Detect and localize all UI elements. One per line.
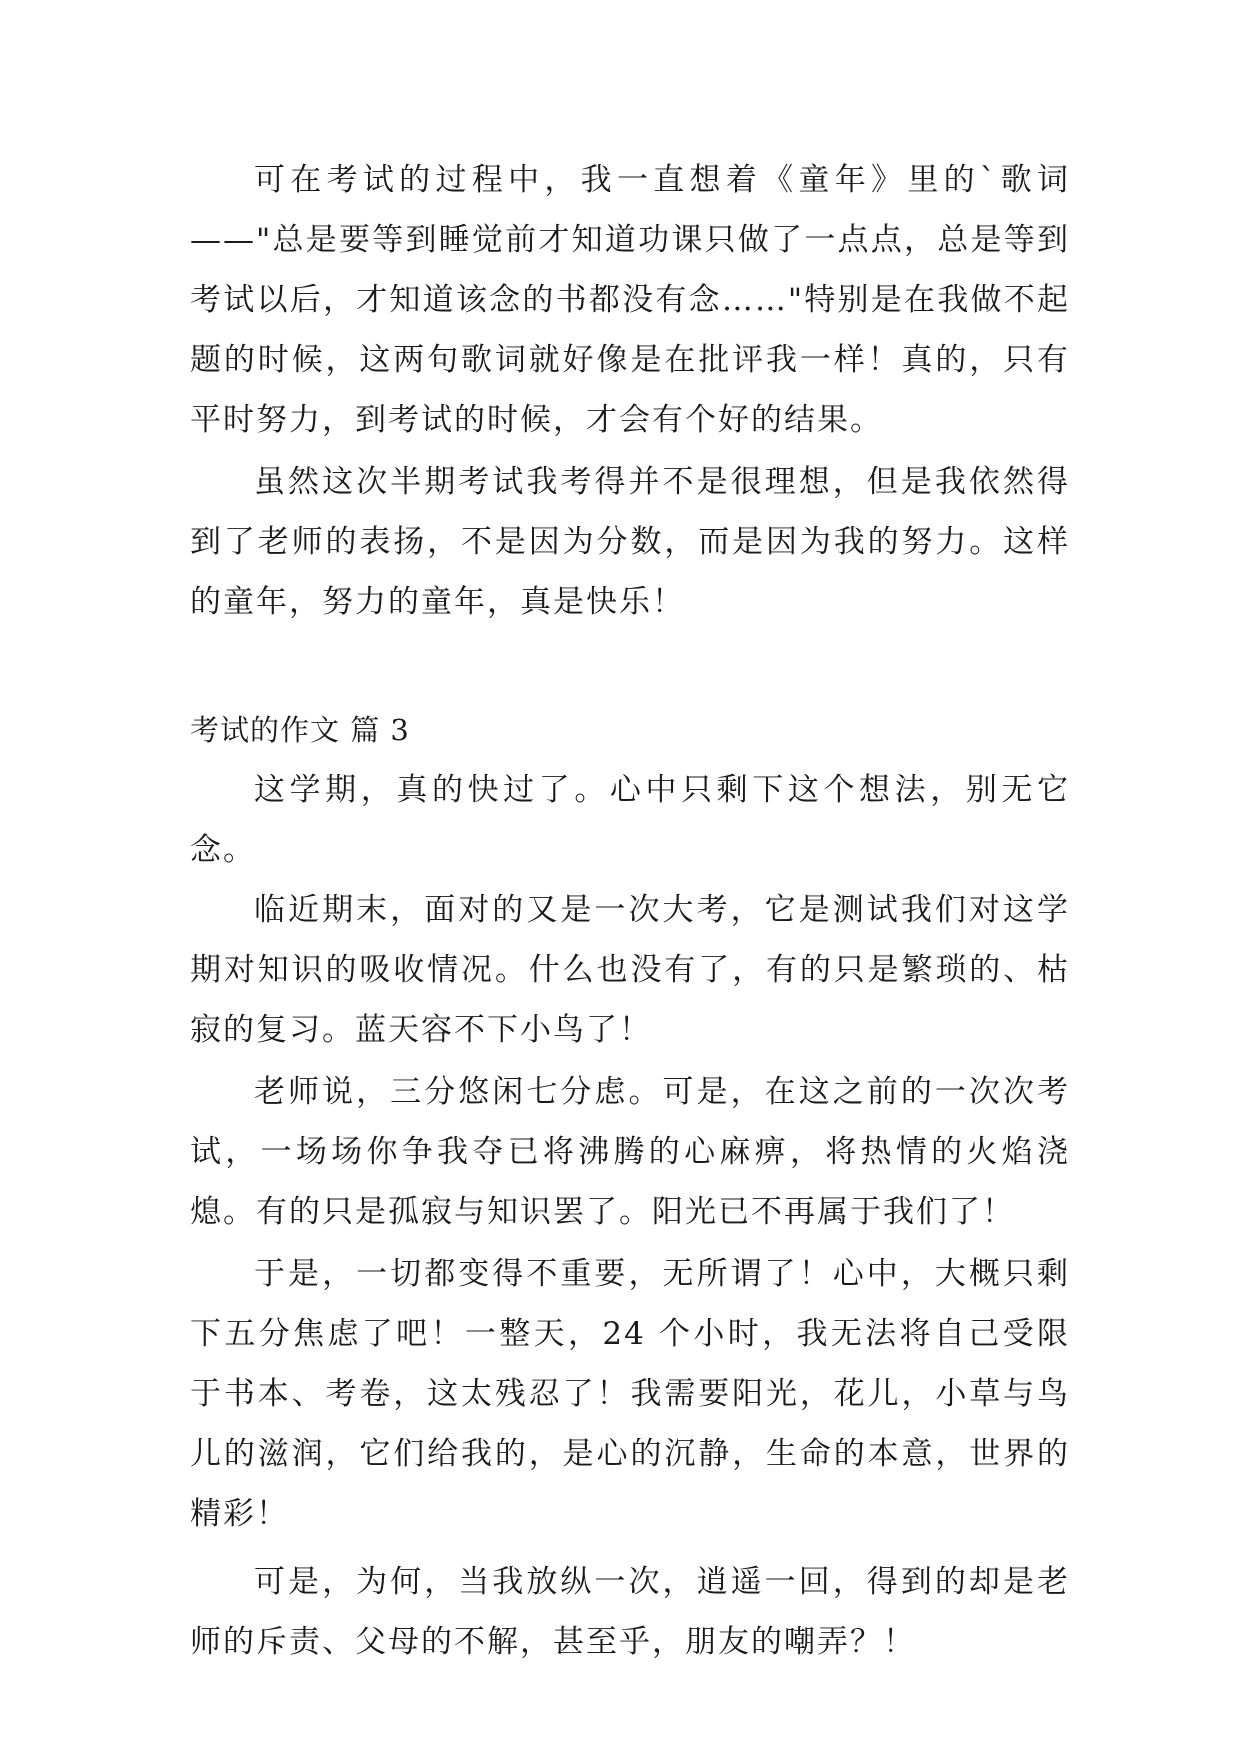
- paragraph-semester: 这学期，真的快过了。心中只剩下这个想法，别无它念。: [190, 772, 1070, 868]
- section-title: 考试的作文 篇 3: [190, 713, 410, 747]
- document-page: [190, 150, 1070, 1672]
- paragraph-lyrics: 可在考试的过程中，我一直想着《童年》里的`歌词——"总是要等到睡觉前才知道功课只做了一点点，总是等到考试以后，才知道该念的书都没有念……"特别是在我做不起题的时候，这两句歌词就好像是在批评我一样！真的，只有平时努力，到考试的时候，才会有个好的结果。: [190, 162, 1070, 438]
- paragraph-praise: 虽然这次半期考试我考得并不是很理想，但是我依然得到了老师的表扬，不是因为分数，而是因为我的努力。这样的童年，努力的童年，真是快乐！: [190, 464, 1070, 620]
- paragraph-teacher-said: 老师说，三分悠闲七分虑。可是，在这之前的一次次考试，一场场你争我夺已将沸腾的心麻痹，将热情的火焰浇熄。有的只是孤寂与知识罢了。阳光已不再属于我们了！: [190, 1074, 1070, 1230]
- paragraph-why: 可是，为何，当我放纵一次，逍遥一回，得到的却是老师的斥责、父母的不解，甚至乎，朋友的嘲弄？！: [190, 1564, 1070, 1660]
- paragraph-nothing-matters: 于是，一切都变得不重要，无所谓了！心中，大概只剩下五分焦虑了吧！一整天，24 个小时，我无法将自己受限于书本、考卷，这太残忍了！我需要阳光，花儿，小草与鸟儿的滋润，它们给我的，是心的沉静，生命的本意，世界的精彩！: [190, 1256, 1070, 1532]
- paragraph-final-exam: 临近期末，面对的又是一次大考，它是测试我们对这学期对知识的吸收情况。什么也没有了，有的只是繁琐的、枯寂的复习。蓝天容不下小鸟了！: [190, 892, 1070, 1048]
